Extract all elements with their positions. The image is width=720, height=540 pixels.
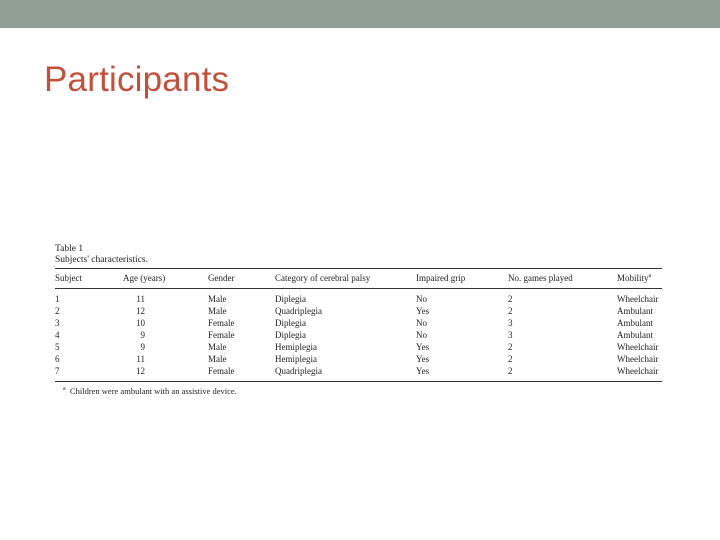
cell-gender: Female	[208, 330, 235, 340]
cell-impaired-grip: No	[416, 318, 427, 328]
table-footnote: $^a$ Children were ambulant with an assistive device.	[63, 386, 237, 396]
table-row	[55, 365, 665, 377]
cell-games-played: 2	[508, 306, 513, 316]
table-header-rule	[55, 288, 662, 289]
cell-subject: 3	[55, 318, 60, 328]
cell-category: Hemiplegia	[275, 342, 317, 352]
cell-gender: Male	[208, 306, 227, 316]
cell-subject: 4	[55, 330, 60, 340]
table-row	[55, 353, 665, 365]
header-mobility: Mobility$^a$	[617, 273, 652, 283]
subjects-table	[55, 244, 665, 397]
header-gender: Gender	[208, 273, 235, 283]
table-body	[55, 293, 665, 377]
cell-impaired-grip: Yes	[416, 342, 430, 352]
cell-impaired-grip: Yes	[416, 354, 430, 364]
cell-mobility: Ambulant	[617, 318, 653, 328]
cell-category: Hemiplegia	[275, 354, 317, 364]
cell-subject: 5	[55, 342, 60, 352]
table-row	[55, 293, 665, 305]
cell-category: Diplegia	[275, 294, 306, 304]
cell-subject: 7	[55, 366, 60, 376]
cell-mobility: Ambulant	[617, 306, 653, 316]
cell-games-played: 2	[508, 366, 513, 376]
cell-mobility: Wheelchair	[617, 366, 659, 376]
cell-gender: Male	[208, 294, 227, 304]
cell-impaired-grip: No	[416, 294, 427, 304]
cell-mobility: Wheelchair	[617, 354, 659, 364]
cell-games-played: 2	[508, 354, 513, 364]
cell-gender: Male	[208, 354, 227, 364]
header-footnote-mark: a	[648, 273, 652, 279]
table-row	[55, 305, 665, 317]
table-bottom-rule	[55, 381, 662, 382]
footnote-mark: a	[63, 386, 66, 392]
top-banner	[0, 0, 720, 28]
header-age: Age (years)	[123, 273, 166, 283]
table-row	[55, 329, 665, 341]
cell-gender: Female	[208, 366, 235, 376]
cell-category: Quadriplegia	[275, 306, 322, 316]
table-row	[55, 341, 665, 353]
header-subject: Subject	[55, 273, 82, 283]
table-row	[55, 317, 665, 329]
cell-age: 12	[136, 366, 145, 376]
cell-impaired-grip: No	[416, 330, 427, 340]
table-label: Table 1	[55, 244, 84, 254]
cell-mobility: Wheelchair	[617, 294, 659, 304]
cell-category: Diplegia	[275, 330, 306, 340]
cell-mobility: Ambulant	[617, 330, 653, 340]
table-header-row	[55, 272, 665, 285]
cell-games-played: 2	[508, 342, 513, 352]
cell-age: 9	[140, 330, 145, 340]
header-category: Category of cerebral palsy	[275, 273, 371, 283]
cell-impaired-grip: Yes	[416, 306, 430, 316]
cell-gender: Female	[208, 318, 235, 328]
cell-age: 9	[140, 342, 145, 352]
cell-age: 12	[136, 306, 145, 316]
cell-games-played: 2	[508, 294, 513, 304]
slide-title: Participants	[44, 60, 230, 99]
cell-subject: 1	[55, 294, 60, 304]
cell-games-played: 3	[508, 330, 513, 340]
cell-age: 11	[136, 294, 145, 304]
cell-subject: 6	[55, 354, 60, 364]
cell-subject: 2	[55, 306, 60, 316]
cell-gender: Male	[208, 342, 227, 352]
header-games-played: No. games played	[508, 273, 573, 283]
cell-impaired-grip: Yes	[416, 366, 430, 376]
header-impaired-grip: Impaired grip	[416, 273, 466, 283]
cell-age: 10	[136, 318, 145, 328]
cell-category: Quadriplegia	[275, 366, 322, 376]
cell-age: 11	[136, 354, 145, 364]
table-caption: Subjects' characteristics.	[55, 255, 148, 265]
table-top-rule	[55, 268, 662, 269]
cell-category: Diplegia	[275, 318, 306, 328]
cell-mobility: Wheelchair	[617, 342, 659, 352]
cell-games-played: 3	[508, 318, 513, 328]
